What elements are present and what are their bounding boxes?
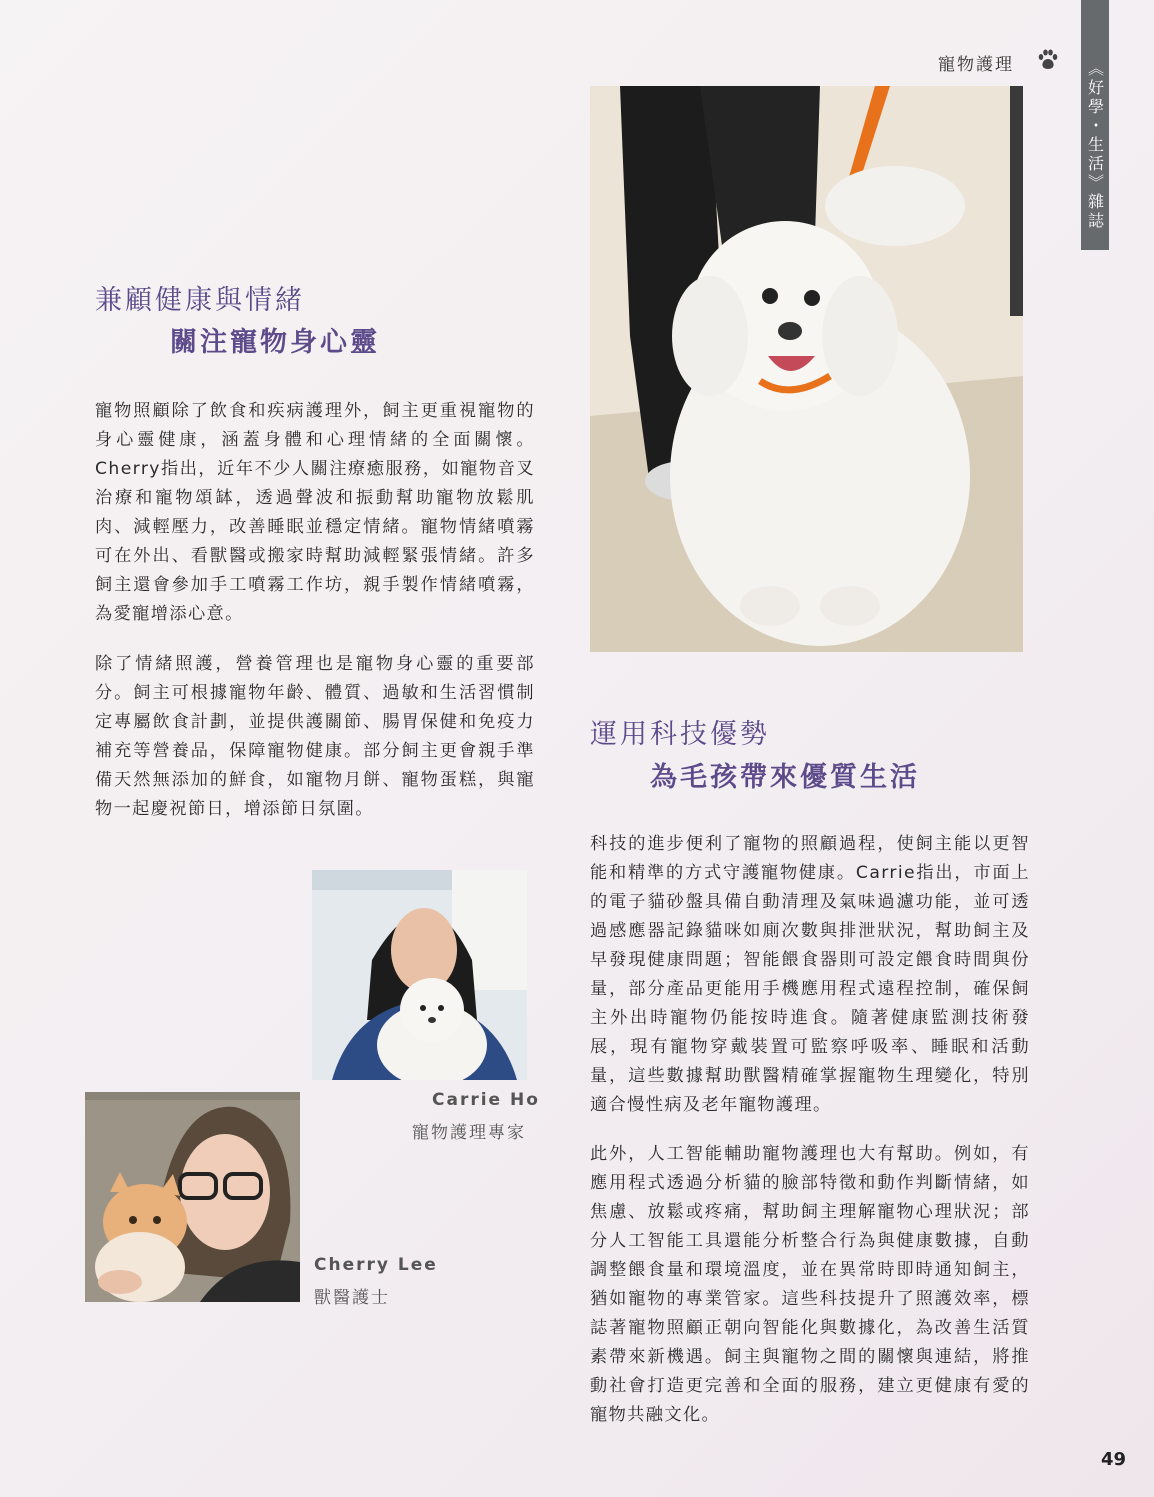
magazine-side-tab: 《好學・生活》雜誌 xyxy=(1081,0,1109,250)
page-number: 49 xyxy=(1101,1449,1127,1470)
right-heading-line2: 為毛孩帶來優質生活 xyxy=(650,762,920,793)
cherry-name: Cherry Lee xyxy=(314,1255,438,1275)
left-heading-line1: 兼顧健康與情緒 xyxy=(95,285,305,316)
carrie-name: Carrie Ho xyxy=(432,1090,540,1110)
right-paragraph-1: 科技的進步便利了寵物的照顧過程，使飼主能以更智能和精準的方式守護寵物健康。Carrie指出，市面上的電子貓砂盤具備自動清理及氣味過濾功能，並可透過感應器記錄貓咪如廁次數與排泄狀況，幫助飼主及早發現健康問題；智能餵食器則可設定餵食時間與份量，部分產品更能用手機應用程式遠程控制，確保飼主外出時寵物仍能按時進食。隨著健康監測技術發展，現有寵物穿戴裝置可監察呼吸率、睡眠和活動量，這些數據幫助獸醫精確掌握寵物生理變化，特別適合慢性病及老年寵物護理。 xyxy=(590,834,1030,1115)
section-label: 寵物護理 xyxy=(938,55,1014,75)
carrie-portrait-photo xyxy=(312,870,527,1080)
cherry-portrait-photo xyxy=(85,1092,300,1302)
paw-icon xyxy=(1036,48,1060,72)
left-heading-line2: 關注寵物身心靈 xyxy=(170,327,380,358)
left-paragraph-2: 除了情緒照護，營養管理也是寵物身心靈的重要部分。飼主可根據寵物年齡、體質、過敏和生活習慣制定專屬飲食計劃，並提供護關節、腸胃保健和免疫力補充等營養品，保障寵物健康。部分飼主更會親手準備天然無添加的鮮食，如寵物月餅、寵物蛋糕，與寵物一起慶祝節日，增添節日氛圍。 xyxy=(95,654,535,819)
carrie-role: 寵物護理專家 xyxy=(412,1123,526,1143)
poodle-photo xyxy=(590,86,1023,652)
cherry-role: 獸醫護士 xyxy=(314,1288,390,1308)
left-paragraph-1: 寵物照顧除了飲食和疾病護理外，飼主更重視寵物的身心靈健康，涵蓋身體和心理情緒的全面關懷。Cherry指出，近年不少人關注療癒服務，如寵物音叉治療和寵物頌缽，透過聲波和振動幫助寵物放鬆肌肉、減輕壓力，改善睡眠並穩定情緒。寵物情緒噴霧可在外出、看獸醫或搬家時幫助減輕緊張情緒。許多飼主還會參加手工噴霧工作坊，親手製作情緒噴霧，為愛寵增添心意。 xyxy=(95,401,535,624)
right-paragraph-2: 此外，人工智能輔助寵物護理也大有幫助。例如，有應用程式透過分析貓的臉部特徵和動作判斷情緒，如焦慮、放鬆或疼痛，幫助飼主理解寵物心理狀況；部分人工智能工具還能分析整合行為與健康數據，自動調整餵食量和環境溫度，並在異常時即時通知飼主，猶如寵物的專業管家。這些科技提升了照護效率，標誌著寵物照顧正朝向智能化與數據化，為改善生活質素帶來新機遇。飼主與寵物之間的關懷與連結，將推動社會打造更完善和全面的服務，建立更健康有愛的寵物共融文化。 xyxy=(590,1144,1030,1425)
right-heading-line1: 運用科技優勢 xyxy=(590,719,770,750)
